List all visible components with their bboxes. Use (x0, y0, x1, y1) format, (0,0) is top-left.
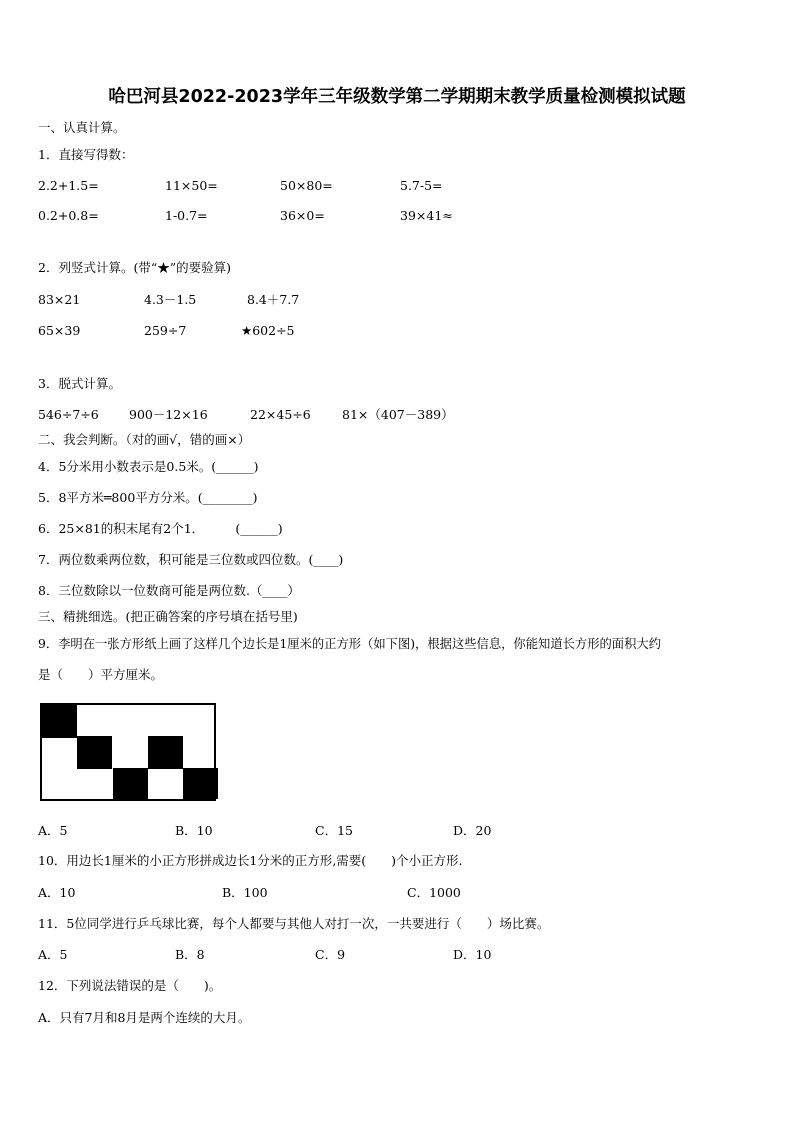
vertical-calc-item: 83×21 (38, 292, 81, 307)
square-pattern-figure (40, 703, 216, 801)
option-a: A．只有7月和8月是两个连续的大月。 (38, 1010, 251, 1025)
black-square (77, 736, 112, 769)
vertical-calc-item: 259÷7 (144, 323, 187, 338)
black-square (183, 768, 218, 799)
vertical-calc-item: 8.4＋7.7 (247, 292, 300, 307)
page-title: 哈巴河县2022-2023学年三年级数学第二学期期末教学质量检测模拟试题 (108, 87, 686, 107)
option-d: D．20 (453, 823, 492, 838)
vertical-calc-item: 4.3－1.5 (144, 292, 197, 307)
section-heading-3: 三、精挑细选。(把正确答案的序号填在括号里) (38, 609, 298, 624)
calc-item: 2.2+1.5= (38, 178, 99, 193)
step-calc-item: 546÷7÷6 (38, 407, 99, 422)
question-11-text: 11．5位同学进行乒乓球比赛，每个人都要与其他人对打一次，一共要进行（ ）场比赛。 (38, 916, 550, 931)
option-c: C．15 (315, 823, 353, 838)
step-calc-item: 22×45÷6 (250, 407, 311, 422)
option-a: A．5 (38, 947, 68, 962)
option-d: D．10 (453, 947, 492, 962)
step-calc-item: 900－12×16 (129, 407, 208, 422)
question-9-text: 9．李明在一张方形纸上画了这样几个边长是1厘米的正方形（如下图)，根据这些信息，你能知道长方形的面积大约 (38, 637, 661, 651)
calc-item: 11×50= (165, 178, 218, 193)
section-heading-2: 二、我会判断。（对的画√，错的画×） (38, 432, 251, 447)
black-square (148, 736, 183, 769)
vertical-calc-item: ★602÷5 (241, 323, 295, 338)
option-b: B．100 (222, 885, 268, 900)
calc-item: 0.2+0.8= (38, 208, 99, 223)
judge-item-7: 7．两位数乘两位数，积可能是三位数或四位数。(____) (38, 552, 344, 567)
question-3-label: 3．脱式计算。 (38, 376, 121, 391)
option-b: B．8 (175, 947, 205, 962)
question-12-text: 12．下列说法错误的是（ )。 (38, 978, 222, 993)
calc-item: 36×0= (280, 208, 325, 223)
judge-item-5: 5．8平方米═800平方分米。(________) (38, 490, 258, 505)
calc-item: 39×41≈ (400, 208, 453, 223)
option-a: A．10 (38, 885, 76, 900)
section-heading-1: 一、认真计算。 (38, 120, 126, 135)
calc-item: 5.7-5= (400, 178, 443, 193)
black-square (113, 768, 148, 799)
black-square (42, 705, 77, 738)
question-10-text: 10．用边长1厘米的小正方形拼成边长1分米的正方形,需要( )个小正方形. (38, 853, 463, 868)
vertical-calc-item: 65×39 (38, 323, 81, 338)
judge-item-4: 4．5分米用小数表示是0.5米。(______) (38, 459, 259, 474)
judge-item-6: 6．25×81的积末尾有2个1． (______) (38, 521, 283, 536)
step-calc-item: 81×（407－389） (342, 407, 454, 422)
calc-item: 1-0.7= (165, 208, 208, 223)
question-2-label: 2．列竖式计算。(带“★”的要验算) (38, 260, 231, 275)
option-c: C．1000 (407, 885, 461, 900)
calc-item: 50×80= (280, 178, 333, 193)
option-c: C．9 (315, 947, 346, 962)
option-b: B．10 (175, 823, 213, 838)
judge-item-8: 8．三位数除以一位数商可能是两位数.（____） (38, 583, 300, 598)
option-a: A．5 (38, 823, 68, 838)
question-9-text-cont: 是（ ）平方厘米。 (38, 667, 164, 682)
question-1-label: 1．直接写得数： (38, 147, 134, 162)
